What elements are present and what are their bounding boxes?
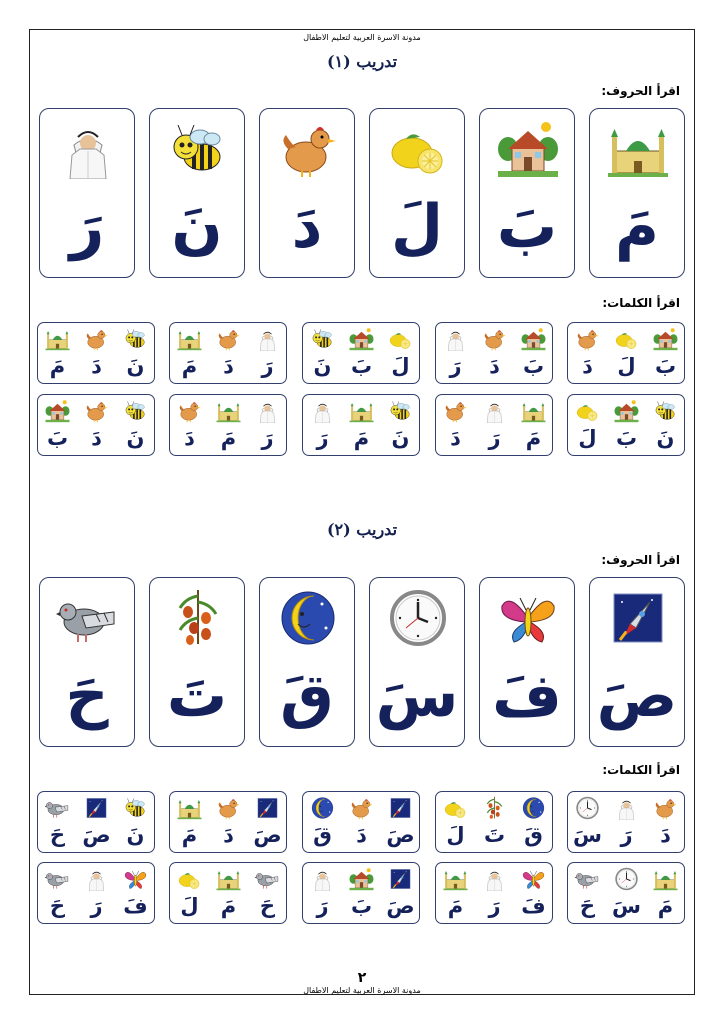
word-card	[567, 862, 685, 924]
word-card	[302, 791, 420, 853]
word-letter-cell	[248, 323, 287, 383]
word-letter-cell	[475, 395, 514, 455]
word-letter-cell	[607, 323, 646, 383]
letter-picture	[276, 119, 340, 181]
letter-glyph: دَ	[291, 192, 323, 262]
page-footer	[0, 970, 724, 995]
bee-icon	[121, 796, 150, 820]
lemon-icon	[441, 796, 470, 820]
letter-card	[369, 108, 465, 278]
word-letter: رَ	[620, 823, 633, 847]
letter-picture	[606, 119, 670, 181]
word-letter: رَ	[488, 426, 501, 450]
house-icon	[347, 327, 376, 351]
word-letter: نَ	[126, 354, 145, 378]
section-1-letters-label: اقرأ الحروف:	[601, 84, 680, 98]
word-letter: مَ	[220, 894, 237, 918]
mosque-icon	[214, 399, 243, 423]
word-letter: صَ	[386, 823, 415, 847]
word-letter: لَ	[617, 354, 636, 378]
dates-icon	[166, 588, 230, 648]
word-letter-cell	[342, 323, 381, 383]
chicken-icon	[347, 796, 376, 820]
letter-card	[39, 577, 135, 747]
letter-glyph: حَ	[65, 661, 109, 731]
word-letter: مَ	[181, 823, 198, 847]
word-letter-cell	[303, 863, 342, 923]
word-letter-cell	[342, 863, 381, 923]
word-letter: لَ	[391, 354, 410, 378]
word-letter: مَ	[657, 894, 674, 918]
man-icon	[82, 867, 111, 891]
man-icon	[253, 327, 282, 351]
letter-picture	[386, 588, 450, 650]
word-letter: سَ	[612, 894, 641, 918]
word-letter-cell	[436, 323, 475, 383]
word-letter-cell	[38, 395, 77, 455]
word-letter-cell	[170, 863, 209, 923]
section-1-words-label: اقرأ الكلمات:	[602, 296, 680, 310]
chicken-icon	[82, 327, 111, 351]
word-letter: صَ	[82, 823, 111, 847]
word-letter: دَ	[450, 426, 461, 450]
chicken-icon	[175, 399, 204, 423]
letter-glyph: تَ	[166, 661, 228, 731]
moon-icon	[276, 588, 340, 648]
word-letter: حَ	[579, 894, 596, 918]
word-letter-cell	[170, 395, 209, 455]
word-letter-cell	[77, 792, 116, 852]
letter-glyph: لَ	[390, 192, 444, 262]
word-letter: مَ	[447, 894, 464, 918]
word-letter-cell	[248, 863, 287, 923]
letter-picture	[496, 588, 560, 650]
butterfly-icon	[121, 867, 150, 891]
word-letter-cell	[381, 323, 420, 383]
house-icon	[347, 867, 376, 891]
mosque-icon	[606, 119, 670, 179]
man-icon	[441, 327, 470, 351]
word-letter-cell	[77, 395, 116, 455]
rocket-icon	[386, 867, 415, 891]
clock-icon	[573, 796, 602, 820]
word-letter: نَ	[656, 426, 675, 450]
word-letter: بَ	[654, 354, 677, 378]
word-letter-cell	[381, 395, 420, 455]
word-letter-cell	[475, 792, 514, 852]
house-icon	[651, 327, 680, 351]
word-letter: صَ	[253, 823, 282, 847]
letter-card	[39, 108, 135, 278]
word-letter: دَ	[489, 354, 500, 378]
letter-picture	[386, 119, 450, 181]
moon-icon	[308, 796, 337, 820]
mosque-icon	[175, 796, 204, 820]
word-letter: رَ	[90, 894, 103, 918]
word-letter: رَ	[261, 354, 274, 378]
clock-icon	[612, 867, 641, 891]
lemon-icon	[386, 327, 415, 351]
word-card	[169, 862, 287, 924]
word-letter: حَ	[259, 894, 276, 918]
word-letter-cell	[381, 792, 420, 852]
man-icon	[56, 119, 120, 179]
bee-icon	[386, 399, 415, 423]
word-letter-cell	[475, 323, 514, 383]
section-2-title: تدريب (٢)	[326, 520, 398, 539]
house-icon	[519, 327, 548, 351]
mosque-icon	[441, 867, 470, 891]
word-letter: نَ	[313, 354, 332, 378]
word-letter-cell	[514, 323, 553, 383]
letter-glyph: سَ	[375, 661, 459, 731]
word-letter: دَ	[91, 354, 102, 378]
word-letter-cell	[209, 792, 248, 852]
word-letter-cell	[607, 395, 646, 455]
word-letter-cell	[77, 863, 116, 923]
chicken-icon	[276, 119, 340, 179]
word-letter-cell	[646, 863, 685, 923]
word-letter-cell	[607, 863, 646, 923]
bee-icon	[121, 327, 150, 351]
letter-glyph: قَ	[280, 661, 334, 731]
mosque-icon	[651, 867, 680, 891]
word-letter-cell	[514, 792, 553, 852]
word-letter-cell	[170, 323, 209, 383]
word-letter-cell	[475, 863, 514, 923]
word-letter-cell	[38, 792, 77, 852]
word-letter: لَ	[578, 426, 597, 450]
rocket-icon	[82, 796, 111, 820]
man-icon	[308, 867, 337, 891]
word-letter-cell	[116, 395, 155, 455]
word-letter-cell	[381, 863, 420, 923]
word-letter: مَ	[49, 354, 66, 378]
word-letter-cell	[607, 792, 646, 852]
word-letter-cell	[436, 792, 475, 852]
lemon-icon	[175, 867, 204, 891]
chicken-icon	[480, 327, 509, 351]
word-letter-cell	[116, 323, 155, 383]
word-letter-cell	[568, 792, 607, 852]
word-letter: نَ	[391, 426, 410, 450]
word-letter: رَ	[261, 426, 274, 450]
section-1-title: تدريب (١)	[326, 52, 398, 71]
word-letter-cell	[646, 395, 685, 455]
word-card	[567, 394, 685, 456]
letter-glyph: رَ	[69, 192, 105, 262]
word-letter-cell	[38, 323, 77, 383]
letter-card	[479, 577, 575, 747]
page-number: ٢	[357, 970, 367, 986]
word-card	[567, 322, 685, 384]
word-letter: رَ	[449, 354, 462, 378]
letter-card	[259, 577, 355, 747]
word-letter-cell	[248, 792, 287, 852]
letter-card	[149, 577, 245, 747]
word-letter-cell	[209, 863, 248, 923]
letter-glyph: صَ	[596, 661, 678, 731]
word-letter-cell	[303, 792, 342, 852]
word-card	[302, 322, 420, 384]
word-card	[435, 791, 553, 853]
mosque-icon	[43, 327, 72, 351]
word-letter-cell	[38, 863, 77, 923]
lemon-icon	[573, 399, 602, 423]
man-icon	[612, 796, 641, 820]
bee-icon	[166, 119, 230, 179]
mosque-icon	[214, 867, 243, 891]
pigeon-icon	[253, 867, 282, 891]
word-letter: نَ	[126, 823, 145, 847]
letter-picture	[496, 119, 560, 181]
word-letter-cell	[77, 323, 116, 383]
word-card	[169, 322, 287, 384]
mosque-icon	[519, 399, 548, 423]
word-card	[435, 394, 553, 456]
bee-icon	[121, 399, 150, 423]
section-2-words-label: اقرأ الكلمات:	[602, 763, 680, 777]
word-card	[302, 862, 420, 924]
letter-glyph: بَ	[496, 192, 558, 262]
word-letter: حَ	[49, 894, 66, 918]
footer-text: مدونة الاسرة العربية لتعليم الاطفال	[303, 986, 421, 995]
word-letter-cell	[342, 395, 381, 455]
letter-picture	[56, 588, 120, 650]
word-letter: بَ	[615, 426, 638, 450]
letter-picture	[606, 588, 670, 650]
house-icon	[43, 399, 72, 423]
word-card	[37, 862, 155, 924]
dates-icon	[480, 796, 509, 820]
word-letter: فَ	[521, 894, 546, 918]
chicken-icon	[441, 399, 470, 423]
word-card	[435, 322, 553, 384]
man-icon	[253, 399, 282, 423]
word-card	[37, 791, 155, 853]
word-letter-cell	[116, 863, 155, 923]
word-letter-cell	[568, 395, 607, 455]
letter-card	[589, 577, 685, 747]
word-letter-cell	[646, 792, 685, 852]
mosque-icon	[175, 327, 204, 351]
letter-card	[589, 108, 685, 278]
pigeon-icon	[43, 867, 72, 891]
page-header: مدونة الاسرة العربية لتعليم الاطفال	[303, 33, 421, 42]
letter-picture	[166, 119, 230, 181]
word-card	[302, 394, 420, 456]
word-letter: قَ	[524, 823, 543, 847]
chicken-icon	[214, 327, 243, 351]
pigeon-icon	[56, 588, 120, 648]
word-card	[169, 791, 287, 853]
word-letter: قَ	[313, 823, 332, 847]
chicken-icon	[214, 796, 243, 820]
pigeon-icon	[573, 867, 602, 891]
letter-card	[479, 108, 575, 278]
word-letter-cell	[514, 863, 553, 923]
word-letter: بَ	[350, 354, 373, 378]
letter-card	[369, 577, 465, 747]
word-letter: مَ	[181, 354, 198, 378]
house-icon	[496, 119, 560, 179]
word-letter-cell	[568, 863, 607, 923]
word-letter: دَ	[356, 823, 367, 847]
bee-icon	[308, 327, 337, 351]
word-letter-cell	[342, 792, 381, 852]
lemon-icon	[612, 327, 641, 351]
word-card	[169, 394, 287, 456]
word-letter: مَ	[353, 426, 370, 450]
word-letter-cell	[170, 792, 209, 852]
word-letter-cell	[248, 395, 287, 455]
word-letter-cell	[209, 395, 248, 455]
letter-picture	[166, 588, 230, 650]
letter-glyph: نَ	[171, 192, 223, 262]
butterfly-icon	[496, 588, 560, 648]
word-letter: لَ	[446, 823, 465, 847]
word-letter-cell	[436, 863, 475, 923]
word-letter: مَ	[525, 426, 542, 450]
word-letter: حَ	[49, 823, 66, 847]
word-letter-cell	[116, 792, 155, 852]
man-icon	[308, 399, 337, 423]
rocket-icon	[386, 796, 415, 820]
word-card	[435, 862, 553, 924]
letter-picture	[56, 119, 120, 181]
word-letter: تَ	[483, 823, 506, 847]
word-letter-cell	[303, 395, 342, 455]
section-2-letters-label: اقرأ الحروف:	[601, 553, 680, 567]
word-card	[567, 791, 685, 853]
chicken-icon	[573, 327, 602, 351]
word-letter: دَ	[91, 426, 102, 450]
word-letter: بَ	[350, 894, 373, 918]
word-letter: رَ	[316, 426, 329, 450]
word-card	[37, 322, 155, 384]
word-letter: رَ	[316, 894, 329, 918]
word-letter-cell	[568, 323, 607, 383]
clock-icon	[386, 588, 450, 648]
word-letter: بَ	[522, 354, 545, 378]
rocket-icon	[606, 588, 670, 648]
word-letter: دَ	[184, 426, 195, 450]
word-letter: دَ	[660, 823, 671, 847]
mosque-icon	[347, 399, 376, 423]
man-icon	[480, 867, 509, 891]
letter-card	[259, 108, 355, 278]
word-letter: بَ	[46, 426, 69, 450]
word-letter-cell	[209, 323, 248, 383]
word-letter: لَ	[180, 894, 199, 918]
word-letter: صَ	[386, 894, 415, 918]
letter-picture	[276, 588, 340, 650]
word-letter: دَ	[582, 354, 593, 378]
word-letter: مَ	[220, 426, 237, 450]
lemon-icon	[386, 119, 450, 179]
moon-icon	[519, 796, 548, 820]
rocket-icon	[253, 796, 282, 820]
bee-icon	[651, 399, 680, 423]
word-letter-cell	[514, 395, 553, 455]
house-icon	[612, 399, 641, 423]
chicken-icon	[651, 796, 680, 820]
word-letter: سَ	[573, 823, 602, 847]
pigeon-icon	[43, 796, 72, 820]
word-letter: دَ	[223, 823, 234, 847]
word-letter: رَ	[488, 894, 501, 918]
letter-glyph: مَ	[615, 192, 659, 262]
man-icon	[480, 399, 509, 423]
chicken-icon	[82, 399, 111, 423]
letter-card	[149, 108, 245, 278]
letter-glyph: فَ	[492, 661, 562, 731]
word-letter: فَ	[123, 894, 148, 918]
word-letter-cell	[303, 323, 342, 383]
butterfly-icon	[519, 867, 548, 891]
word-card	[37, 394, 155, 456]
word-letter-cell	[436, 395, 475, 455]
word-letter: دَ	[223, 354, 234, 378]
word-letter-cell	[646, 323, 685, 383]
word-letter: نَ	[126, 426, 145, 450]
